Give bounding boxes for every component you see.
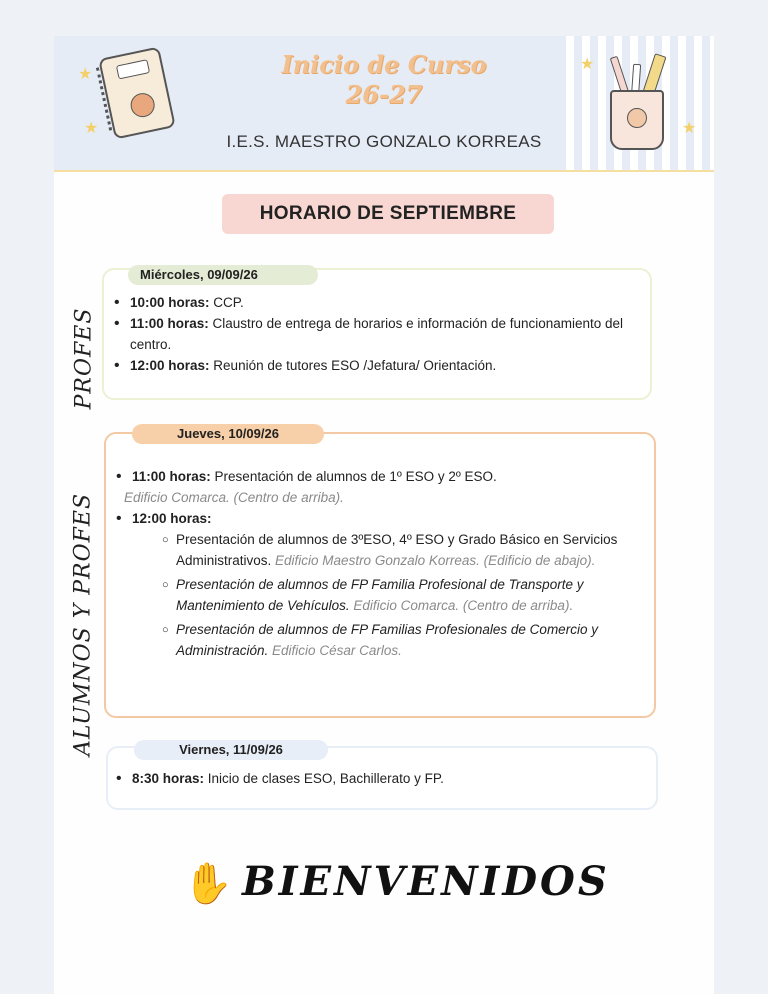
location-text: Edificio Comarca. (Centro de arriba).: [124, 490, 344, 505]
high-five-icon: ✋: [183, 861, 233, 907]
sub-list-item: ○ Presentación de alumnos de FP Familias Profesionales de Comercio y Administración. Edificio César Carlos.: [162, 619, 646, 661]
schedule-list-friday: [116, 768, 636, 789]
title-line-1: Inicio de Curso: [281, 50, 487, 79]
poster: [54, 36, 714, 994]
pencil-cup-icon: [610, 90, 664, 150]
notebook-icon: [98, 46, 176, 139]
list-item: • 10:00 horas: CCP.: [114, 292, 634, 313]
header: [54, 36, 714, 172]
sub-list-item: ○ Presentación de alumnos de 3ºESO, 4º ESO y Grado Básico en Servicios Administrativos. Edificio Maestro Gonzalo Korreas. (Edificio de abajo).: [162, 529, 646, 571]
list-item: • 12:00 horas: ○ Presentación de alumnos de 3ºESO, 4º ESO y Grado Básico en Servicios Administrativos. Edificio Maestro Gonzalo Korreas. (Edificio de abajo). ○ Presentación de alumnos de FP Familia Profesional de Transporte y Mantenimiento de Vehículos. Edificio Comarca. (Centro de arriba). ○ Presentación de alumnos de FP Familias Profesionales de Comercio y Administración. Edificio César Carlos.: [116, 508, 646, 661]
page-title: [204, 50, 564, 110]
location-text: Edificio Comarca. (Centro de arriba).: [353, 598, 574, 613]
star-icon: ★: [682, 118, 697, 137]
date-pill-wednesday: Miércoles, 09/09/26: [128, 265, 318, 285]
title-line-2: 26-27: [345, 80, 423, 109]
school-name: I.E.S. MAESTRO GONZALO KORREAS: [226, 132, 542, 151]
date-pill-friday: Viernes, 11/09/26: [134, 740, 328, 760]
list-item: • 12:00 horas: Reunión de tutores ESO /Jefatura/ Orientación.: [114, 355, 634, 376]
schedule-banner: HORARIO DE SEPTIEMBRE: [222, 194, 554, 234]
schedule-list-thursday: [116, 466, 646, 664]
location-text: Edificio César Carlos.: [272, 643, 402, 658]
star-icon: ★: [78, 64, 93, 83]
welcome-text: BIENVENIDOS: [242, 858, 610, 905]
location-text: Edificio Maestro Gonzalo Korreas. (Edificio de abajo).: [275, 553, 596, 568]
side-label-alumnos-profes: ALUMNOS Y PROFES: [70, 492, 96, 757]
schedule-list-wednesday: [114, 292, 634, 376]
sub-list: [132, 529, 646, 661]
sub-list-item: ○ Presentación de alumnos de FP Familia Profesional de Transporte y Mantenimiento de Vehículos. Edificio Comarca. (Centro de arriba).: [162, 574, 646, 616]
star-icon: ★: [580, 54, 595, 73]
side-label-profes: PROFES: [71, 307, 97, 410]
list-item: • 11:00 horas: Claustro de entrega de horarios e información de funcionamiento del centro.: [114, 313, 634, 355]
list-item: • 8:30 horas: Inicio de clases ESO, Bachillerato y FP.: [116, 768, 636, 789]
star-icon: ★: [84, 118, 99, 137]
date-pill-thursday: Jueves, 10/09/26: [132, 424, 324, 444]
list-item: • 11:00 horas: Presentación de alumnos de 1º ESO y 2º ESO. Edificio Comarca. (Centro de arriba).: [116, 466, 646, 508]
